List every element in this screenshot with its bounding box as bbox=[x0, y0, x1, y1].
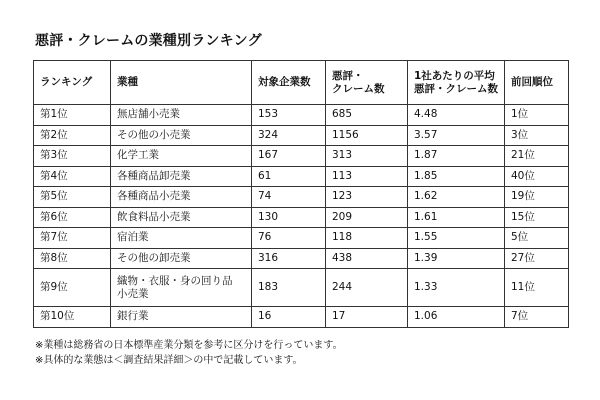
companies-cell: 74 bbox=[252, 187, 326, 208]
previous-rank-cell: 19位 bbox=[505, 187, 569, 208]
average-cell: 1.55 bbox=[408, 228, 505, 249]
average-cell: 1.61 bbox=[408, 207, 505, 228]
table-header-row bbox=[34, 61, 569, 105]
average-cell: 3.57 bbox=[408, 125, 505, 146]
table-row bbox=[34, 187, 569, 208]
footnote-details: ※具体的な業態は＜調査結果詳細＞の中で記載しています。 bbox=[35, 355, 303, 366]
companies-cell: 167 bbox=[252, 146, 326, 167]
complaints-cell: 685 bbox=[326, 105, 408, 126]
header-previous-rank: 前回順位 bbox=[505, 61, 569, 105]
table-body bbox=[34, 105, 569, 328]
previous-rank-cell: 5位 bbox=[505, 228, 569, 249]
industry-cell bbox=[111, 207, 252, 228]
previous-rank-cell: 3位 bbox=[505, 125, 569, 146]
industry-cell bbox=[111, 228, 252, 249]
header-rank: ランキング bbox=[34, 61, 111, 105]
industry-line: 小売業 bbox=[117, 287, 149, 300]
average-cell: 1.85 bbox=[408, 166, 505, 187]
industry-cell bbox=[111, 105, 252, 126]
previous-rank-cell: 11位 bbox=[505, 269, 569, 307]
footnote-industry-classification: ※業種は総務省の日本標準産業分類を参考に区分けを行っています。 bbox=[35, 340, 343, 351]
rank-cell: 第5位 bbox=[34, 187, 111, 208]
average-cell: 1.62 bbox=[408, 187, 505, 208]
rank-cell: 第10位 bbox=[34, 307, 111, 328]
industry-line: 各種商品卸売業 bbox=[117, 169, 191, 182]
table-row bbox=[34, 207, 569, 228]
table-row bbox=[34, 248, 569, 269]
header-average: 1社あたりの平均 悪評・クレーム数 bbox=[408, 61, 505, 105]
companies-cell: 153 bbox=[252, 105, 326, 126]
companies-cell: 76 bbox=[252, 228, 326, 249]
companies-cell: 61 bbox=[252, 166, 326, 187]
header-companies: 対象企業数 bbox=[252, 61, 326, 105]
header-industry: 業種 bbox=[111, 61, 252, 105]
complaints-cell: 313 bbox=[326, 146, 408, 167]
average-cell: 1.87 bbox=[408, 146, 505, 167]
complaints-cell: 1156 bbox=[326, 125, 408, 146]
companies-cell: 316 bbox=[252, 248, 326, 269]
companies-cell: 130 bbox=[252, 207, 326, 228]
complaints-cell: 17 bbox=[326, 307, 408, 328]
industry-line: 無店舗小売業 bbox=[117, 108, 180, 121]
complaints-cell: 244 bbox=[326, 269, 408, 307]
footnotes bbox=[35, 338, 343, 368]
table-row bbox=[34, 125, 569, 146]
rank-cell: 第9位 bbox=[34, 269, 111, 307]
rank-cell: 第3位 bbox=[34, 146, 111, 167]
rank-cell: 第7位 bbox=[34, 228, 111, 249]
industry-cell bbox=[111, 248, 252, 269]
industry-cell bbox=[111, 125, 252, 146]
previous-rank-cell: 27位 bbox=[505, 248, 569, 269]
industry-cell bbox=[111, 146, 252, 167]
previous-rank-cell: 15位 bbox=[505, 207, 569, 228]
table-row bbox=[34, 105, 569, 126]
average-cell: 4.48 bbox=[408, 105, 505, 126]
previous-rank-cell: 21位 bbox=[505, 146, 569, 167]
industry-line: 各種商品小売業 bbox=[117, 190, 191, 203]
complaints-cell: 209 bbox=[326, 207, 408, 228]
complaints-cell: 438 bbox=[326, 248, 408, 269]
industry-line: 宿泊業 bbox=[117, 231, 149, 244]
industry-cell bbox=[111, 307, 252, 328]
industry-line: その他の卸売業 bbox=[117, 251, 191, 264]
table-row bbox=[34, 146, 569, 167]
complaints-cell: 123 bbox=[326, 187, 408, 208]
previous-rank-cell: 7位 bbox=[505, 307, 569, 328]
average-cell: 1.39 bbox=[408, 248, 505, 269]
industry-line: 織物・衣服・身の回り品 bbox=[117, 274, 233, 287]
table-row bbox=[34, 307, 569, 328]
companies-cell: 16 bbox=[252, 307, 326, 328]
industry-line: 飲食料品小売業 bbox=[117, 210, 191, 223]
industry-cell bbox=[111, 166, 252, 187]
previous-rank-cell: 40位 bbox=[505, 166, 569, 187]
complaints-cell: 113 bbox=[326, 166, 408, 187]
industry-line: 化学工業 bbox=[117, 149, 159, 162]
previous-rank-cell: 1位 bbox=[505, 105, 569, 126]
industry-cell bbox=[111, 269, 252, 307]
rank-cell: 第8位 bbox=[34, 248, 111, 269]
page-title: 悪評・クレームの業種別ランキング bbox=[35, 33, 262, 49]
industry-line: 銀行業 bbox=[117, 310, 149, 323]
table-row bbox=[34, 166, 569, 187]
companies-cell: 183 bbox=[252, 269, 326, 307]
rank-cell: 第1位 bbox=[34, 105, 111, 126]
average-cell: 1.33 bbox=[408, 269, 505, 307]
table-row bbox=[34, 269, 569, 307]
rank-cell: 第4位 bbox=[34, 166, 111, 187]
complaints-cell: 118 bbox=[326, 228, 408, 249]
industry-line: その他の小売業 bbox=[117, 128, 191, 141]
header-complaints: 悪評・ クレーム数 bbox=[326, 61, 408, 105]
rank-cell: 第2位 bbox=[34, 125, 111, 146]
rank-cell: 第6位 bbox=[34, 207, 111, 228]
table-row bbox=[34, 228, 569, 249]
companies-cell: 324 bbox=[252, 125, 326, 146]
ranking-table bbox=[33, 60, 569, 328]
industry-cell bbox=[111, 187, 252, 208]
average-cell: 1.06 bbox=[408, 307, 505, 328]
